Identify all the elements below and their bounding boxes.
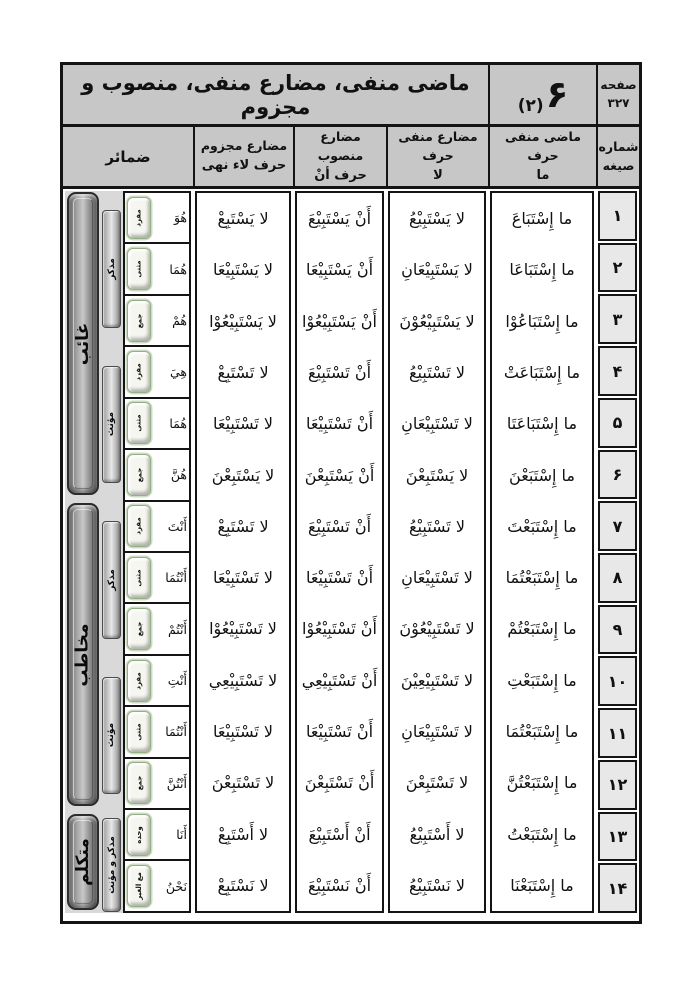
pronoun-label: هُنَّ	[170, 467, 187, 483]
serial-number-cell: ۷	[598, 501, 637, 551]
verb-cell-majzum: لا يَسْتَبِعْ	[217, 209, 269, 229]
verb-cell-mansub: أَنْ نَسْتَبِيْعَ	[308, 875, 372, 895]
count-badge-label: جمع	[135, 621, 143, 637]
verb-cell-mazi: ما إِسْتَبَعْتُمْ	[507, 619, 577, 639]
gender-group-label: مذكر	[106, 569, 117, 591]
pronoun-row	[125, 347, 189, 398]
verb-cell-majzum: لا تَسْتَبِعْنَ	[211, 773, 275, 793]
pronoun-label: هُمَا	[169, 261, 187, 277]
count-keycap-badge	[127, 762, 151, 804]
pronoun-row	[125, 553, 189, 604]
serial-number-cell: ۹	[598, 605, 637, 655]
pronoun-row	[125, 810, 189, 861]
gender-group-label: مؤنث	[106, 412, 117, 437]
count-keycap-badge	[127, 608, 151, 650]
gender-group-bar	[102, 210, 121, 328]
verb-cell-mazi: ما إِسْتَبَاعُوْا	[505, 311, 579, 331]
verb-cell-nafi: لا يَسْتَبِيْعُوْنَ	[399, 311, 475, 331]
verb-cell-majzum: لا تَسْتَبِيْعَا	[213, 414, 274, 434]
verb-cell-mazi: ما إِسْتَبَعْنَ	[509, 465, 575, 485]
count-keycap-badge	[127, 505, 151, 547]
page-title: ماضی منفی، مضارع منفی، منصوب و مجزوم	[81, 70, 470, 119]
serial-number-cell: ۵	[598, 398, 637, 448]
pronoun-row	[125, 759, 189, 810]
person-group-bar	[67, 814, 99, 910]
chart-sub-number: (۲)	[517, 96, 544, 116]
count-badge-label: مثنی	[135, 723, 144, 741]
pronoun-row	[125, 656, 189, 707]
verb-cell-mansub: أَنْ تَسْتَبِعْنَ	[304, 773, 375, 793]
col-header-subjunctive: مضارع منصوب حرف أنْ	[293, 127, 386, 186]
verb-cell-majzum: لا تَسْتَبِيْعِي	[208, 670, 278, 690]
gender-group-label: مذكر	[106, 257, 117, 280]
gender-group-bar	[102, 521, 121, 639]
verb-cell-majzum: لا تَسْتَبِعْ	[217, 362, 269, 382]
pronoun-row	[125, 707, 189, 758]
gender-group-bar	[102, 677, 121, 795]
verb-cell-mazi: ما إِسْتَبَعْنَا	[510, 875, 574, 895]
group-bars-backplate	[65, 191, 123, 913]
pronoun-label: أَنْتُمَا	[165, 724, 187, 740]
person-group-bar	[67, 503, 99, 806]
verb-cell-majzum: لا تَسْتَبِيْعَا	[213, 721, 274, 741]
serial-number-cell: ۳	[598, 294, 637, 344]
serial-number-cell: ۲	[598, 243, 637, 293]
verb-cell-mansub: أَنْ تَسْتَبِيْعَا	[305, 414, 374, 434]
page-label: صفحه	[600, 78, 637, 93]
verb-cell-nafi: لا تَسْتَبِيْعَانِ	[401, 414, 473, 434]
verb-cell-mansub: أَنْ تَسْتَبِيْعَا	[305, 721, 374, 741]
verb-cell-nafi: لا يَسْتَبِيْعَانِ	[401, 260, 473, 280]
serial-column	[596, 189, 639, 915]
present-negative-column	[386, 189, 488, 915]
pronoun-label: أَنْتُمْ	[167, 621, 187, 637]
pronoun-label: أَنْتُمَا	[165, 570, 187, 586]
verb-cell-nafi: لا تَسْتَبِيْعَانِ	[401, 568, 473, 588]
count-keycap-badge	[127, 248, 151, 290]
verb-cell-majzum: لا تَسْتَبِعْ	[217, 516, 269, 536]
verb-cell-nafi: لا يَسْتَبِعْنَ	[405, 465, 469, 485]
count-badge-label: مفرد	[135, 517, 144, 535]
count-keycap-badge	[127, 454, 151, 496]
pronoun-row	[125, 450, 189, 501]
pronoun-label: أَنْتَ	[167, 518, 187, 534]
verb-cell-majzum: لا يَسْتَبِعْنَ	[211, 465, 275, 485]
gender-group-label: مؤنث	[106, 723, 117, 748]
count-badge-label: جمع	[135, 467, 143, 483]
pronoun-label: أَنْتِ	[167, 673, 187, 688]
chart-number-cell	[488, 65, 596, 124]
verb-cell-mazi: ما إِسْتَبَعْتُنَّ	[506, 773, 578, 793]
count-badge-label: مفرد	[135, 209, 144, 227]
page-number-cell	[596, 65, 639, 124]
pronoun-row	[125, 244, 189, 295]
pronoun-label: أَنَا	[176, 827, 187, 843]
serial-number-cell: ۱۳	[598, 812, 637, 862]
verb-cell-mazi: ما إِسْتَبَعْتُ	[507, 824, 577, 844]
pronoun-label: أَنْتُنَّ	[166, 775, 187, 791]
page-number: ۳۲۷	[607, 95, 630, 110]
serial-number-cell: ۱۰	[598, 656, 637, 706]
verb-cell-mansub: أَنْ يَسْتَبِيْعُوْا	[302, 311, 377, 331]
verb-cell-mansub: أَنْ تَسْتَبِيْعَا	[305, 568, 374, 588]
verb-cell-mazi: ما إِسْتَبَاعَتَا	[506, 414, 578, 434]
verb-cell-majzum: لا نَسْتَبِعْ	[217, 875, 269, 895]
verb-cell-majzum: لا تَسْتَبِيْعُوْا	[209, 619, 277, 639]
pronoun-label: هُمَا	[169, 415, 187, 431]
pronoun-row	[125, 296, 189, 347]
verb-cell-mansub: أَنْ تَسْتَبِيْعَ	[308, 516, 372, 536]
serial-number-cell: ۱۲	[598, 760, 637, 810]
verb-cell-mazi: ما إِسْتَبَعْتُمَا	[505, 568, 579, 588]
count-keycap-badge	[127, 557, 151, 599]
verb-cell-majzum: لا تَسْتَبِيْعَا	[213, 568, 274, 588]
pronouns-column	[63, 189, 193, 915]
count-keycap-badge	[127, 865, 151, 907]
gender-group-bar	[102, 366, 121, 484]
col-header-jussive: مضارع مجزوم حرف لاء نهی	[193, 127, 293, 186]
serial-number-cell: ۱۴	[598, 863, 637, 913]
count-keycap-badge	[127, 300, 151, 342]
count-badge-label: مفرد	[135, 363, 144, 381]
verb-cell-majzum: لا يَسْتَبِيْعُوْا	[209, 311, 277, 331]
jussive-column	[193, 189, 293, 915]
serial-number-cell: ۴	[598, 346, 637, 396]
pronoun-row	[125, 861, 189, 910]
pronoun-row	[125, 502, 189, 553]
count-badge-label: وحده	[135, 825, 144, 844]
count-keycap-badge	[127, 402, 151, 444]
pronoun-label: نَحْنُ	[165, 878, 187, 894]
pronoun-row	[125, 604, 189, 655]
verb-cell-mansub: أَنْ أَسْتَبِيْعَ	[308, 824, 371, 844]
col-header-past-negative: ماضی منفی حرف ما	[488, 127, 596, 186]
verb-cell-nafi: لا تَسْتَبِيْعُوْنَ	[399, 619, 475, 639]
serial-number-cell: ۶	[598, 450, 637, 500]
gender-group-bar	[102, 818, 121, 912]
count-badge-label: مثنی	[135, 260, 144, 278]
count-badge-label: مع الغیر	[135, 872, 143, 901]
pronoun-row	[125, 399, 189, 450]
serial-number-cell: ۸	[598, 553, 637, 603]
verb-cell-mansub: أَنْ تَسْتَبِيْعُوْا	[302, 619, 377, 639]
col-header-pronouns: ضمائر	[105, 147, 151, 166]
pronoun-label: هُمْ	[172, 313, 187, 329]
verb-cell-majzum: لا يَسْتَبِيْعَا	[213, 260, 274, 280]
pronoun-list	[123, 191, 191, 913]
verb-cell-mazi: ما إِسْتَبَعْتُمَا	[505, 721, 579, 741]
count-badge-label: مفرد	[135, 671, 144, 690]
verb-cell-nafi: لا تَسْتَبِيْعُ	[409, 516, 465, 536]
verb-cell-mazi: ما إِسْتَبَاعَا	[509, 260, 575, 280]
subjunctive-column	[293, 189, 386, 915]
count-keycap-badge	[127, 660, 151, 702]
chart-number: ۶	[545, 73, 569, 116]
person-group-label: غائب	[72, 322, 93, 365]
verb-cell-mazi: ما إِسْتَبَعْتِ	[507, 670, 577, 690]
verb-cell-nafi: لا تَسْتَبِيْعَانِ	[401, 721, 473, 741]
serial-number-cell: ۱	[598, 191, 637, 241]
verb-cell-nafi: لا تَسْتَبِيْعُ	[409, 362, 465, 382]
serial-number-cell: ۱۱	[598, 708, 637, 758]
col-header-present-negative: مضارع منفی حرف لا	[386, 127, 488, 186]
verb-cell-mazi: ما إِسْتَبَاعَ	[511, 209, 573, 229]
pronoun-label: هُوَ	[173, 210, 187, 226]
pronoun-row	[125, 193, 189, 244]
count-badge-label: جمع	[135, 313, 143, 328]
verb-cell-mansub: أَنْ يَسْتَبِيْعَا	[305, 260, 374, 280]
verb-cell-majzum: لا أَسْتَبِعْ	[217, 824, 269, 844]
verb-cell-mansub: أَنْ يَسْتَبِيْعَ	[308, 209, 372, 229]
count-badge-label: مثنی	[135, 569, 144, 587]
person-group-bar	[67, 192, 99, 495]
verb-cell-nafi: لا تَسْتَبِعْنَ	[405, 773, 469, 793]
verb-cell-nafi: لا يَسْتَبِيْعُ	[409, 209, 465, 229]
count-badge-label: جمع	[135, 776, 143, 791]
count-keycap-badge	[127, 814, 151, 856]
verb-cell-nafi: لا أَسْتَبِيْعُ	[409, 824, 465, 844]
verb-cell-mansub: أَنْ يَسْتَبِعْنَ	[304, 465, 375, 485]
verb-cell-nafi: لا نَسْتَبِيْعُ	[409, 875, 465, 895]
count-keycap-badge	[127, 711, 151, 753]
person-group-label: متكلم	[73, 838, 93, 886]
title-band	[63, 65, 639, 127]
past-negative-column	[488, 189, 596, 915]
person-group-label: مخاطب	[72, 623, 93, 687]
column-header-band	[63, 127, 639, 189]
count-keycap-badge	[127, 351, 151, 393]
table-body	[63, 189, 639, 915]
verb-cell-mazi: ما إِسْتَبَاعَتْ	[503, 362, 581, 382]
verb-cell-mansub: أَنْ تَسْتَبِيْعِي	[301, 670, 378, 690]
count-badge-label: مثنی	[135, 414, 144, 432]
verb-cell-nafi: لا تَسْتَبِيْعِيْنَ	[400, 670, 474, 690]
verb-cell-mansub: أَنْ تَسْتَبِيْعَ	[308, 362, 372, 382]
pronoun-label: هِيَ	[169, 364, 187, 380]
conjugation-table	[60, 62, 642, 924]
count-keycap-badge	[127, 197, 151, 239]
gender-group-label: مذكر و مؤنث	[106, 836, 117, 894]
col-header-serial: شماره صیغه	[596, 127, 639, 186]
verb-cell-mazi: ما إِسْتَبَعْتَ	[507, 516, 577, 536]
